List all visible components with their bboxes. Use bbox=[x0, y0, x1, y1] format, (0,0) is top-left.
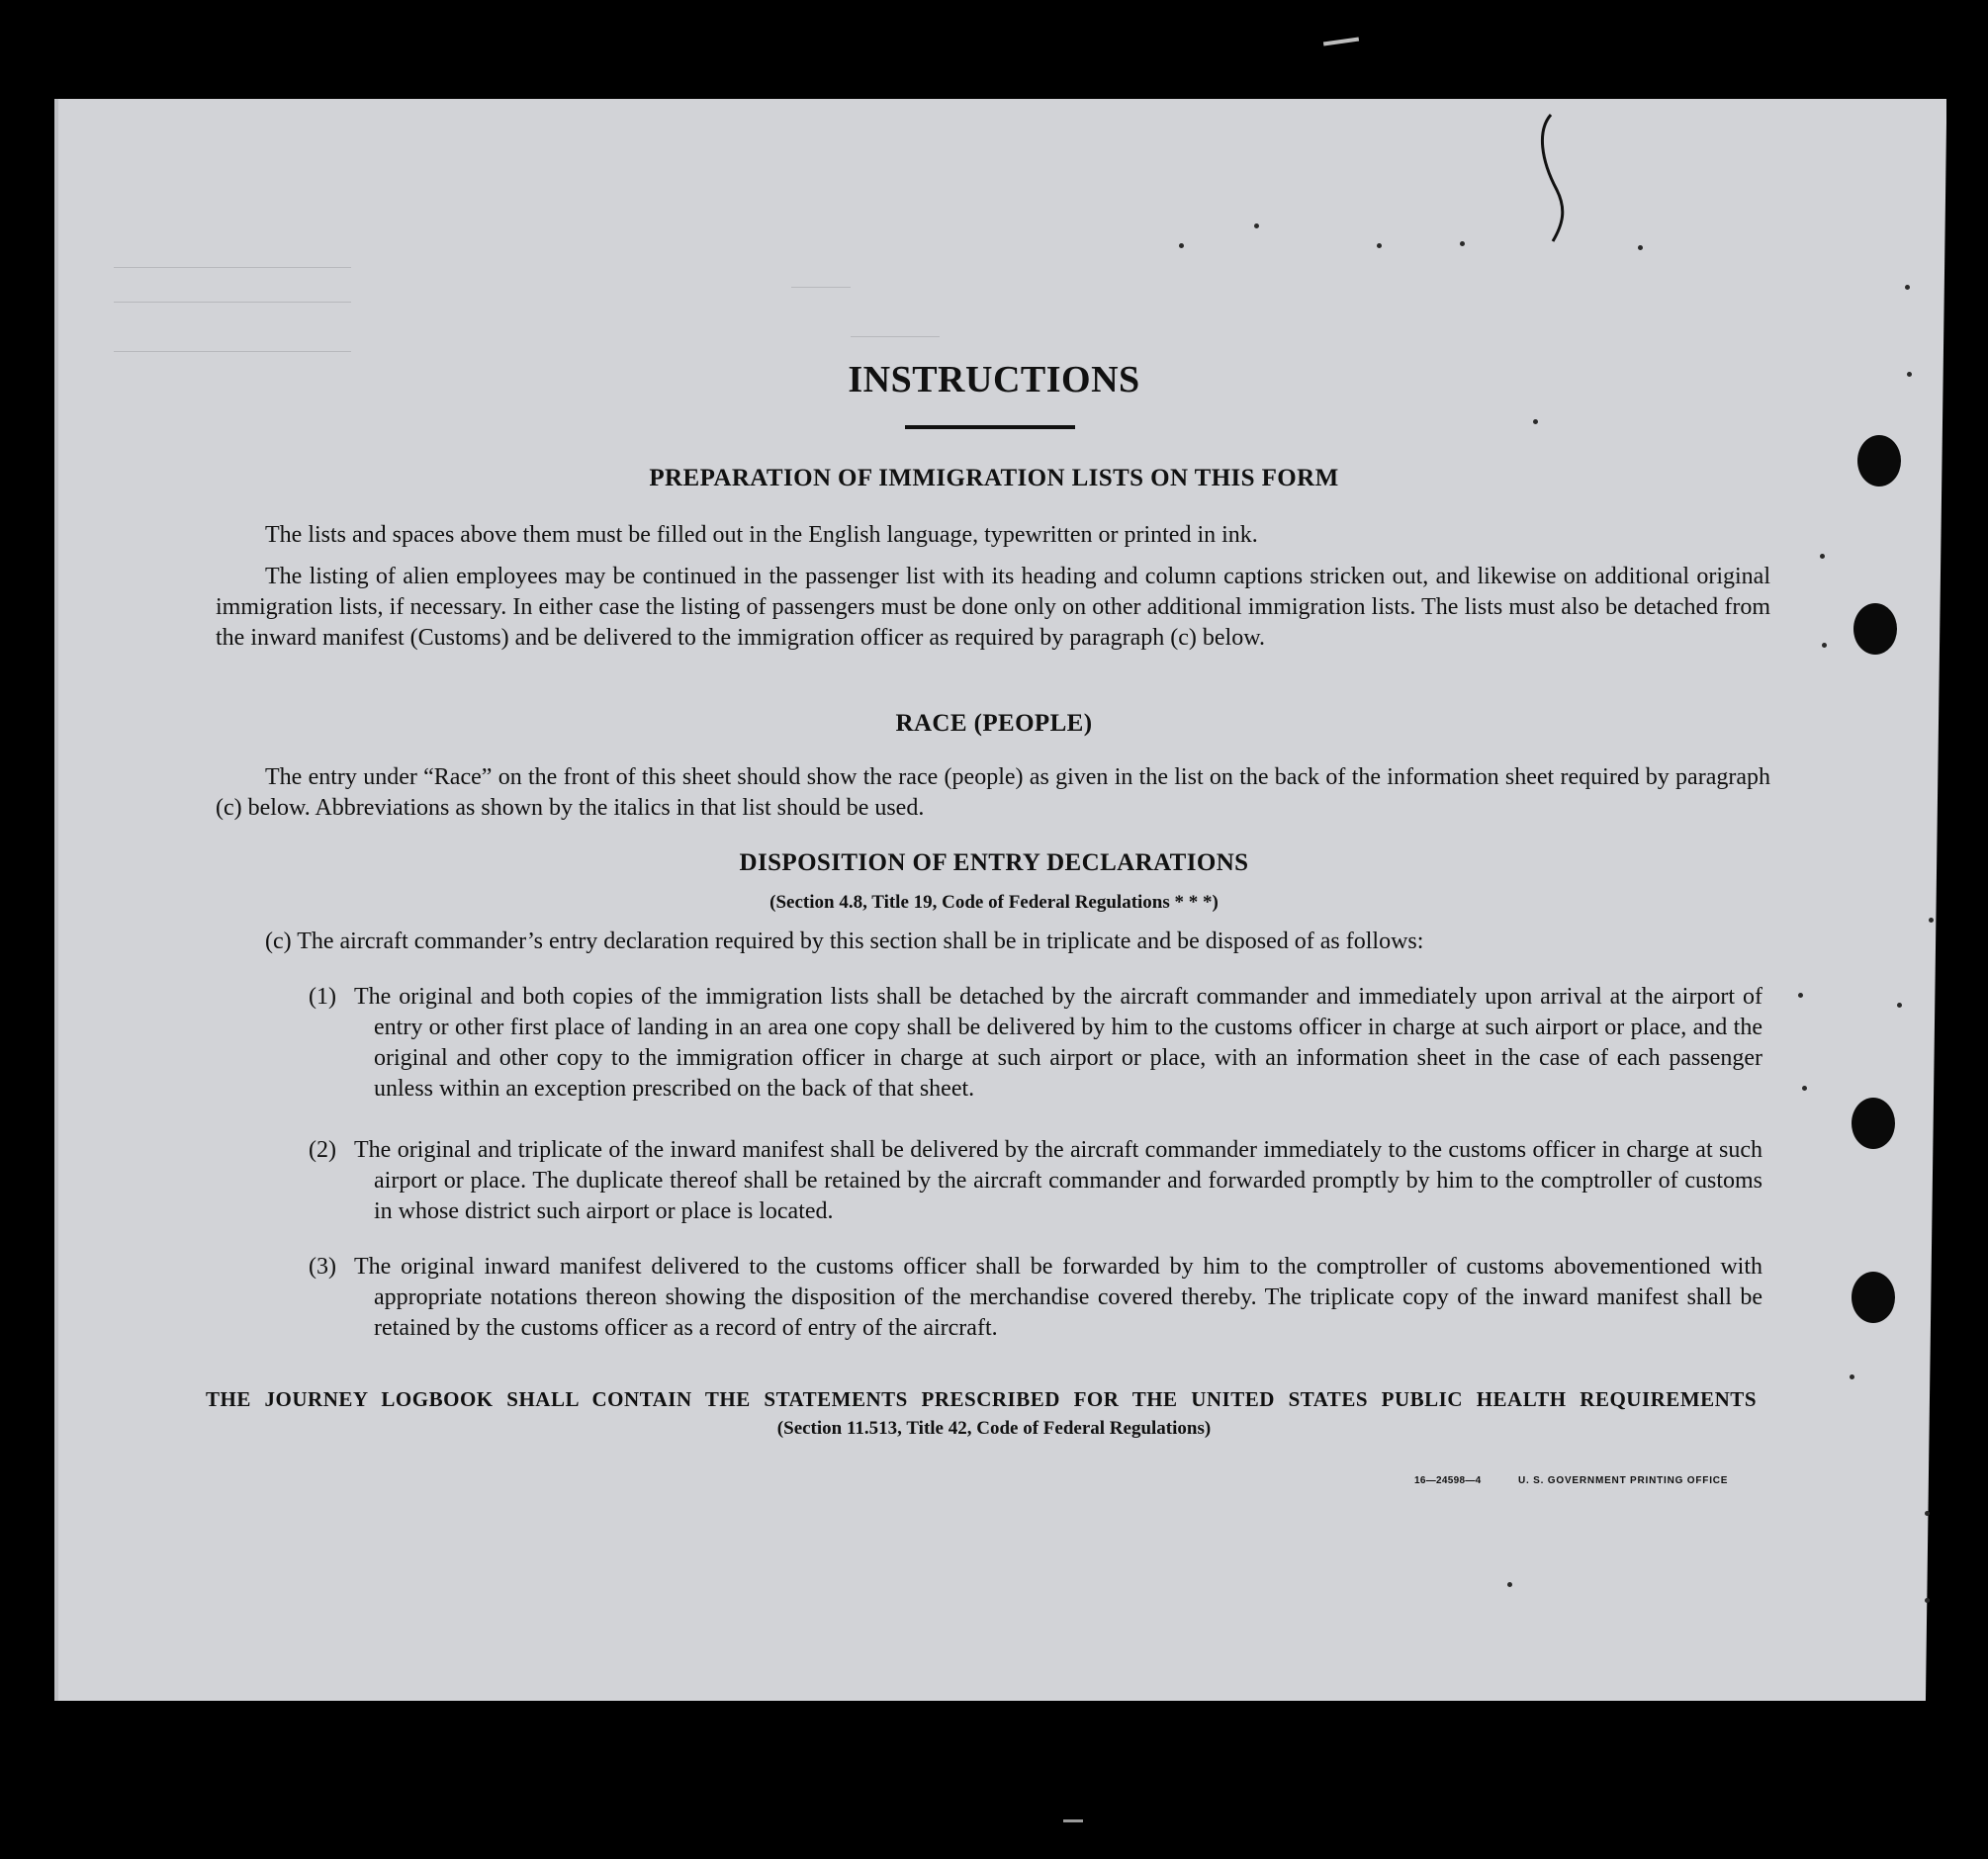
list-item-number: (3) bbox=[309, 1254, 336, 1280]
ink-speck bbox=[1802, 1086, 1807, 1091]
ink-speck bbox=[1798, 993, 1803, 998]
ink-speck bbox=[1850, 1374, 1854, 1379]
ink-speck bbox=[1179, 243, 1184, 248]
bleed-through-line bbox=[791, 287, 851, 288]
bleed-through-line bbox=[851, 336, 940, 337]
paragraph-race: The entry under “Race” on the front of this sheet should show the race (people) as given in the list on the back of the information sheet required by paragraph (c) below. Abbreviations as shown by the italics in that list should be used. bbox=[216, 764, 1770, 821]
ink-speck bbox=[1822, 643, 1827, 648]
paragraph-alien-employees: The listing of alien employees may be continued in the passenger list with its heading and column captions stricken out, and likewise on additional original immigration lists, if necessary. In either case the listing of passengers must be done only on other additional immigration lists. The lists must also be detached from the inward manifest (Customs) and be delivered to the immigration officer as required by paragraph (c) below. bbox=[216, 564, 1770, 651]
bleed-through-line bbox=[114, 351, 351, 352]
scan-artifact-mark bbox=[1323, 38, 1359, 46]
list-item bbox=[309, 1135, 1762, 1227]
list-item-text: The original and triplicate of the inward manifest shall be delivered by the aircraft commander immediately to the customs officer in charge at such airport or place. The duplicate thereof shall be retained by the aircraft commander and forwarded promptly by him to the comptroller of customs in whose district such airport or place is located. bbox=[354, 1137, 1762, 1224]
ink-speck bbox=[1929, 918, 1934, 923]
ink-speck bbox=[1820, 554, 1825, 559]
paragraph-c-text: The aircraft commander’s entry declaration required by this section shall be in triplicate and be disposed of as follows: bbox=[297, 929, 1424, 954]
binder-hole bbox=[1852, 1098, 1895, 1149]
document-title: INSTRUCTIONS bbox=[848, 359, 1140, 400]
paragraph-c bbox=[265, 927, 1749, 957]
ink-speck bbox=[1638, 245, 1643, 250]
printing-office-imprint: U. S. GOVERNMENT PRINTING OFFICE bbox=[1518, 1475, 1729, 1486]
ink-speck bbox=[1925, 1511, 1930, 1516]
binder-hole bbox=[1852, 1272, 1895, 1323]
pen-stroke-mark bbox=[1523, 111, 1582, 249]
list-item-number: (2) bbox=[309, 1137, 336, 1163]
heading-preparation: PREPARATION OF IMMIGRATION LISTS ON THIS FORM bbox=[649, 465, 1339, 491]
public-health-statement: THE JOURNEY LOGBOOK SHALL CONTAIN THE STATEMENTS PRESCRIBED FOR THE UNITED STATES PUBLIC HEALTH REQUIREMENTS bbox=[206, 1387, 1757, 1411]
list-item-text: The original and both copies of the immigration lists shall be detached by the aircraft commander and immediately upon arrival at the airport of entry or other first place of landing in an area one copy shall be delivered by him to the customs officer in charge at such airport or place, and the original and other copy to the immigration officer in charge at such airport or place, with an information sheet in the case of each passenger unless within an exception prescribed on the back of that sheet. bbox=[354, 984, 1762, 1102]
ink-speck bbox=[1254, 223, 1259, 228]
title-underline bbox=[905, 425, 1075, 429]
binder-hole bbox=[1853, 603, 1897, 655]
paragraph-c-label: (c) bbox=[265, 929, 292, 954]
paragraph-language: The lists and spaces above them must be filled out in the English language, typewritten or printed in ink. bbox=[265, 522, 1258, 548]
ink-speck bbox=[1533, 419, 1538, 424]
ink-speck bbox=[1905, 285, 1910, 290]
list-item bbox=[309, 982, 1762, 1105]
list-item-number: (1) bbox=[309, 984, 336, 1010]
ink-speck bbox=[1460, 241, 1465, 246]
ink-speck bbox=[1507, 1582, 1512, 1587]
ink-speck bbox=[1925, 1598, 1930, 1603]
public-health-citation: (Section 11.513, Title 42, Code of Federal Regulations) bbox=[776, 1418, 1212, 1439]
list-item-text: The original inward manifest delivered to the customs officer shall be forwarded by him to the comptroller of customs abovementioned with appropriate notations thereon showing the disposition of the merchandise covered thereby. The triplicate copy of the inward manifest shall be retained by the customs officer as a record of entry of the aircraft. bbox=[354, 1254, 1762, 1341]
ink-speck bbox=[1377, 243, 1382, 248]
print-code: 16—24598—4 bbox=[1414, 1475, 1482, 1486]
heading-race: RACE (PEOPLE) bbox=[895, 710, 1093, 737]
bleed-through-line bbox=[114, 267, 351, 268]
ink-speck bbox=[1897, 1003, 1902, 1008]
scan-artifact-mark bbox=[1063, 1819, 1083, 1822]
bleed-through-line bbox=[114, 302, 351, 303]
list-item bbox=[309, 1252, 1762, 1344]
disposition-citation: (Section 4.8, Title 19, Code of Federal Regulations * * *) bbox=[769, 892, 1219, 913]
heading-disposition: DISPOSITION OF ENTRY DECLARATIONS bbox=[739, 849, 1249, 876]
